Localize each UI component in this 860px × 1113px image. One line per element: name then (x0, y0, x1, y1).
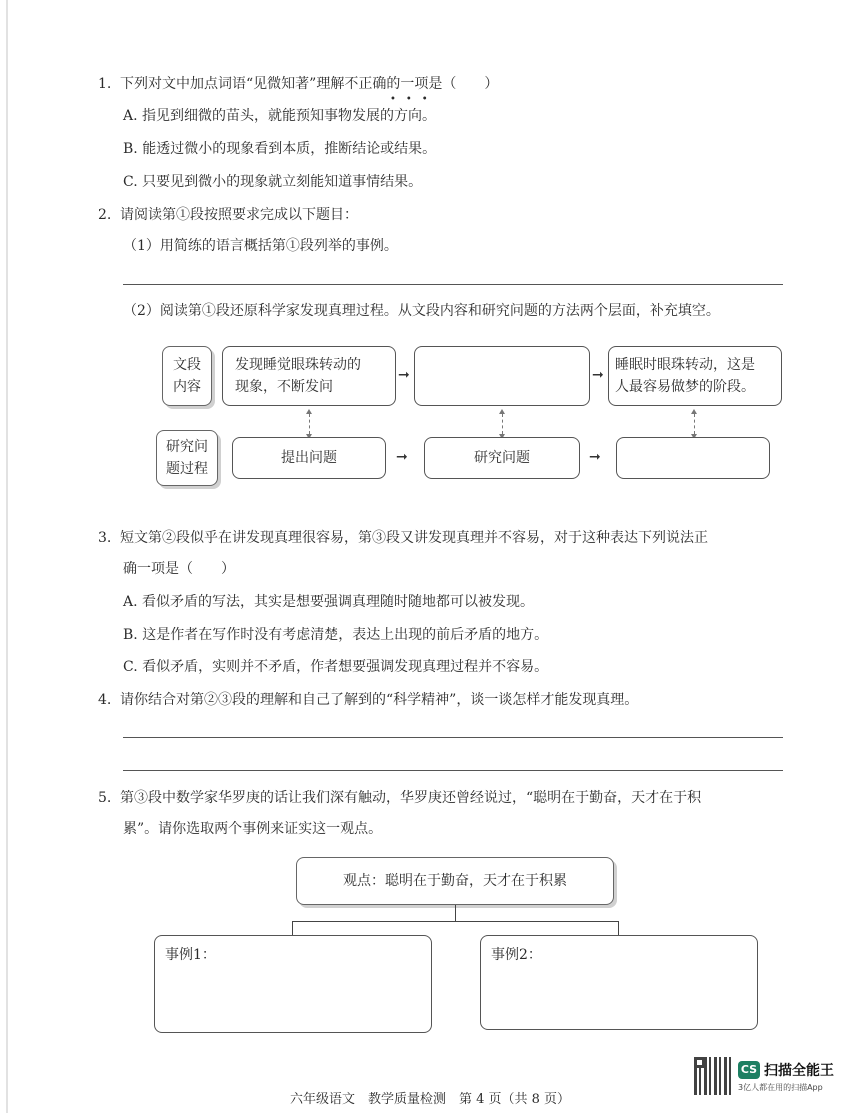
example-1-box[interactable] (154, 935, 432, 1033)
arrow-right-icon: ➞ (589, 449, 601, 465)
q1-option-b: B. 能透过微小的现象看到本质，推断结论或结果。 (123, 141, 437, 157)
qr-code-icon (694, 1057, 732, 1095)
q3-option-b: B. 这是作者在写作时没有考虑清楚，表达上出现的前后矛盾的地方。 (123, 627, 549, 643)
camscanner-logo: CS (738, 1061, 760, 1079)
row2-label-line1: 研究问 (166, 439, 208, 455)
arrow-right-icon: ➞ (592, 367, 604, 383)
row1-label-box (162, 346, 212, 406)
arrow-right-icon: ➞ (398, 367, 410, 383)
answer-line (123, 737, 783, 738)
double-arrow-icon (309, 414, 310, 434)
tree-connector (455, 905, 456, 922)
row2-label-box (156, 430, 218, 486)
q5-stem (98, 788, 701, 808)
q4-stem-text: 请你结合对第②③段的理解和自己了解到的“科学精神”，谈一谈怎样才能发现真理。 (120, 692, 639, 708)
scan-edge (6, 0, 8, 1113)
q4-stem (98, 690, 638, 710)
q3-number: 3. (98, 530, 112, 546)
answer-line (123, 770, 783, 771)
content-box-3 (608, 346, 782, 406)
q1-stem-text: 下列对文中加点词语“见微知著”理解不正确的一项是（ ） (120, 76, 499, 92)
q1-option-c: C. 只要见到微小的现象就立刻能知道事情结果。 (123, 174, 423, 190)
content-box-1 (222, 346, 396, 406)
arrow-right-icon: ➞ (396, 449, 408, 465)
q3-stem-line2: 确一项是（ ） (123, 561, 235, 577)
watermark-brand: 扫描全能王 (764, 1063, 834, 1079)
example-2-label: 事例2： (491, 947, 542, 963)
scanner-watermark (694, 1057, 844, 1097)
q2-number: 2. (98, 207, 112, 223)
q3-option-a: A. 看似矛盾的写法，其实是想要强调真理随时随地都可以被发现。 (123, 594, 535, 610)
q3-stem-line1: 短文第②段似乎在讲发现真理很容易，第③段又讲发现真理并不容易，对于这种表达下列说法正 (120, 530, 708, 546)
q3-stem (98, 528, 708, 548)
example-1-label: 事例1： (165, 947, 216, 963)
content-box-1-line2: 现象，不断发问 (235, 379, 333, 395)
row2-label-line2: 题过程 (166, 461, 208, 477)
watermark-tagline: 3亿人都在用的扫描App (738, 1083, 823, 1092)
q5-number: 5. (98, 790, 112, 806)
process-box-3-blank[interactable] (616, 437, 770, 479)
tree-connector (292, 921, 293, 935)
process-box-2: 研究问题 (424, 437, 580, 479)
tree-connector (292, 921, 619, 922)
q2-sub1: （1）用简练的语言概括第①段列举的事例。 (123, 238, 398, 254)
process-box-1: 提出问题 (232, 437, 386, 479)
emphasis-dots: ••• (390, 94, 438, 105)
q5-stem-line2: 累”。请你选取两个事例来证实这一观点。 (123, 821, 383, 837)
q4-number: 4. (98, 692, 112, 708)
content-box-2-blank[interactable] (414, 346, 590, 406)
q2-sub2: （2）阅读第①段还原科学家发现真理过程。从文段内容和研究问题的方法两个层面，补充填空。 (123, 303, 720, 319)
double-arrow-icon (694, 414, 695, 434)
content-box-1-line1: 发现睡觉眼珠转动的 (235, 357, 361, 373)
viewpoint-box: 观点：聪明在于勤奋，天才在于积累 (296, 857, 614, 905)
content-box-3-line2: 人最容易做梦的阶段。 (615, 379, 755, 395)
content-box-3-line1: 睡眠时眼珠转动，这是 (615, 357, 755, 373)
tree-connector (618, 921, 619, 935)
double-arrow-icon (502, 414, 503, 434)
q1-stem (98, 74, 498, 94)
q2-stem (98, 205, 358, 225)
q2-stem-text: 请阅读第①段按照要求完成以下题目： (120, 207, 358, 223)
example-2-box[interactable] (480, 935, 758, 1030)
answer-line (123, 284, 783, 285)
q3-option-c: C. 看似矛盾，实则并不矛盾，作者想要强调发现真理过程并不容易。 (123, 659, 549, 675)
q5-stem-line1: 第③段中数学家华罗庚的话让我们深有触动，华罗庚还曾经说过，“聪明在于勤奋，天才在于积 (120, 790, 702, 806)
page-footer: 六年级语文 教学质量检测 第 4 页（共 8 页） (289, 1092, 571, 1107)
q1-number: 1. (98, 76, 112, 92)
row1-label-line2: 内容 (173, 379, 201, 395)
row1-label-line1: 文段 (173, 357, 201, 373)
q1-option-a: A. 指见到细微的苗头，就能预知事物发展的方向。 (123, 108, 437, 124)
